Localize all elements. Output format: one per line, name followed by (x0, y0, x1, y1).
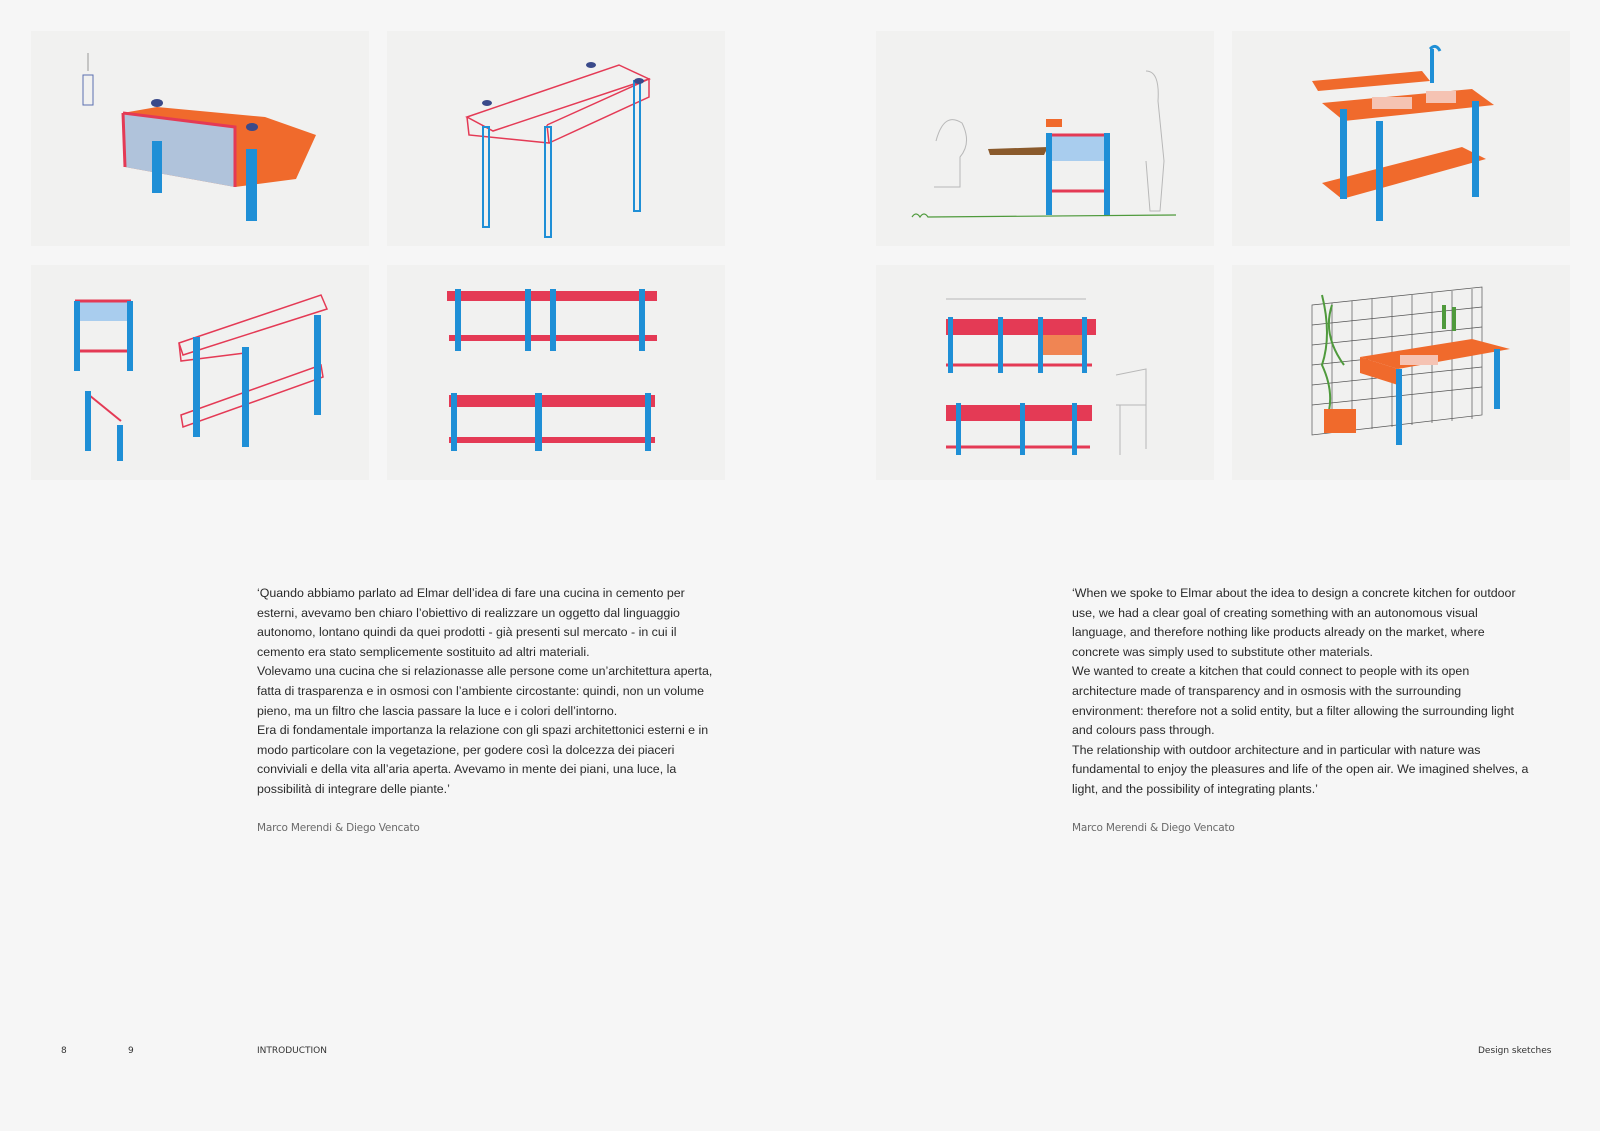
italian-quote-author: Marco Merendi & Diego Vencato (257, 822, 420, 834)
quote-paragraph: ‘When we spoke to Elmar about the idea to design a concrete kitchen for outdoor use, we had a clear goal of creating something with an autonomous visual language, and therefore nothing like products already on the market, where concrete was simply used to substitute other materials. (1072, 586, 1516, 659)
section-label-design-sketches: Design sketches (1478, 1046, 1552, 1056)
quote-paragraph: Volevamo una cucina che si relazionasse alle persone come un’architettura aperta, fatta di trasparenza e in osmosi con l’ambiente circostante: quindi, non un volume pieno, ma un filtro che lascia passare la luce e i colori dell’intorno. (257, 664, 713, 718)
sketch-kitchen-orange-shelves (1232, 31, 1570, 246)
quote-paragraph: Era di fondamentale importanza la relazione con gli spazi architettonici esterni e in modo particolare con la vegetazione, per godere così la dolcezza dei piaceri conviviali e della vita all’aria aperta. Avevamo in mente dei piani, una luce, la possibilità di integrare delle piante.’ (257, 723, 709, 796)
sketch-elevations (387, 265, 725, 480)
page-number-right: 9 (128, 1046, 134, 1056)
italian-quote (257, 584, 727, 800)
english-quote (1072, 584, 1532, 800)
sketch-chairs-and-bench (31, 265, 369, 480)
sketch-kitchen-with-figures (876, 31, 1214, 246)
quote-paragraph: The relationship with outdoor architecture and in particular with nature was fundamental to enjoy the pleasures and life of the open air. We imagined shelves, a light, and the possibility of integrating plants.’ (1072, 742, 1529, 796)
sketch-table-outline (387, 31, 725, 246)
quote-paragraph: ‘Quando abbiamo parlato ad Elmar dell’idea di fare una cucina in cemento per esterni, avevamo ben chiaro l’obiettivo di realizzare un oggetto dal linguaggio autonomo, lontano quindi da quei prodotti - già presenti sul mercato - in cui il cemento era stato semplicemente sostituito ad altri materiali. (257, 586, 685, 659)
sketch-table-orange (31, 31, 369, 246)
english-quote-author: Marco Merendi & Diego Vencato (1072, 822, 1235, 834)
sketch-kitchen-elevations (876, 265, 1214, 480)
page-number-left: 8 (61, 1046, 67, 1056)
quote-paragraph: We wanted to create a kitchen that could connect to people with its open architecture made of transparency and in osmosis with the surrounding environment: therefore not a solid entity, but a filter allowing the surrounding light and colours pass through. (1072, 664, 1514, 738)
sketch-kitchen-with-plant (1232, 265, 1570, 480)
section-label-introduction: INTRODUCTION (257, 1046, 327, 1056)
